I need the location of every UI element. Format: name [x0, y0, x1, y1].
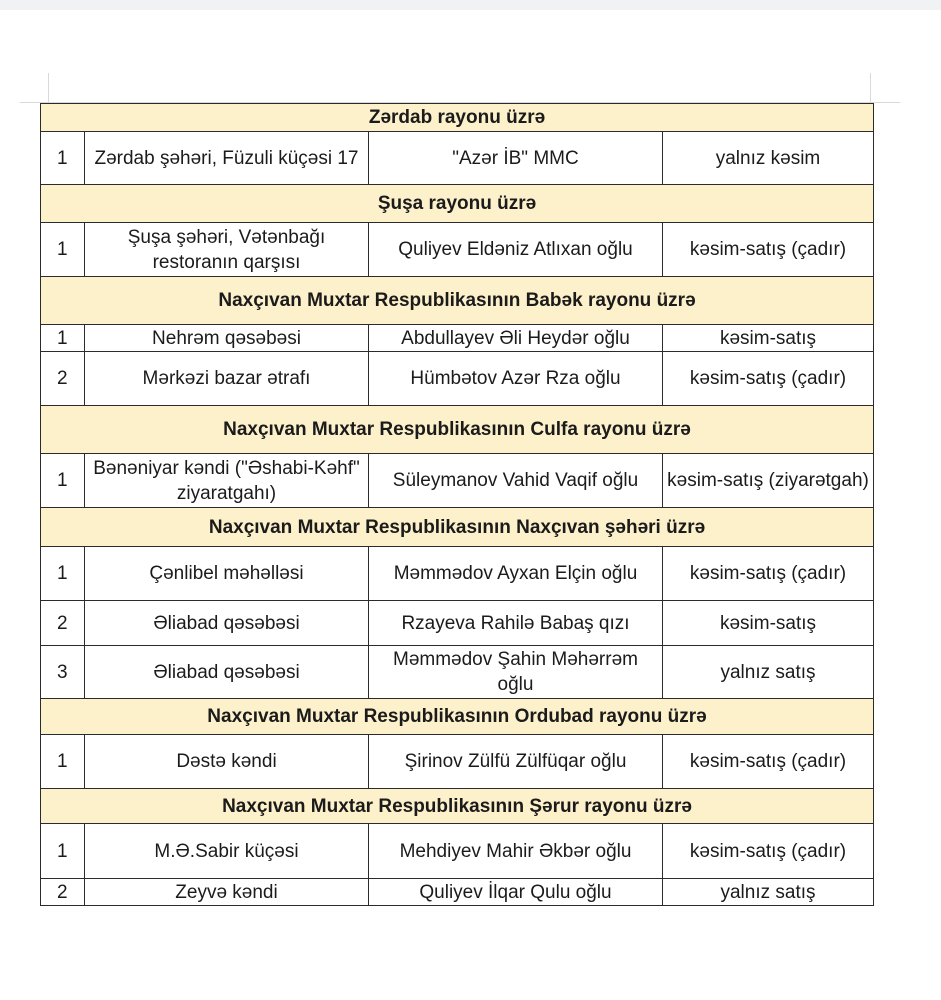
entity-cell: Hümbətov Azər Rza oğlu — [369, 352, 663, 406]
section-title: Şuşa rayonu üzrə — [41, 185, 874, 223]
row-number: 2 — [41, 879, 85, 906]
entity-cell: Abdullayev Əli Heydər oğlu — [369, 325, 663, 352]
entity-cell: Quliyev Eldəniz Atlıxan oğlu — [369, 223, 663, 277]
address-cell: Bənəniyar kəndi ("Əshabi-Kəhf" ziyaratgahı) — [85, 454, 369, 508]
top-bar — [0, 0, 941, 10]
entity-cell: Mehdiyev Mahir Əkbər oğlu — [369, 824, 663, 879]
section-header-row — [41, 104, 874, 132]
address-cell: M.Ə.Sabir küçəsi — [85, 824, 369, 879]
type-cell: kəsim-satış (çadır) — [663, 547, 874, 601]
type-cell: kəsim-satış — [663, 325, 874, 352]
table-row — [41, 325, 874, 352]
section-title: Naxçıvan Muxtar Respublikasının Şərur rayonu üzrə — [41, 789, 874, 824]
entity-cell: Şirinov Zülfü Zülfüqar oğlu — [369, 735, 663, 789]
locations-table — [40, 103, 874, 906]
type-cell: yalnız satış — [663, 879, 874, 906]
row-number: 3 — [41, 646, 85, 699]
address-cell: Mərkəzi bazar ətrafı — [85, 352, 369, 406]
address-cell: Zeyvə kəndi — [85, 879, 369, 906]
row-number: 1 — [41, 132, 85, 185]
entity-cell: Quliyev İlqar Qulu oğlu — [369, 879, 663, 906]
table-row — [41, 454, 874, 508]
type-cell: yalnız satış — [663, 646, 874, 699]
page-margin-guide-left — [48, 73, 49, 103]
entity-cell: Süleymanov Vahid Vaqif oğlu — [369, 454, 663, 508]
row-number: 1 — [41, 735, 85, 789]
page-margin-guide-right — [870, 73, 871, 103]
address-cell: Nehrəm qəsəbəsi — [85, 325, 369, 352]
table-row — [41, 824, 874, 879]
table-row — [41, 735, 874, 789]
section-header-row — [41, 789, 874, 824]
type-cell: kəsim-satış (çadır) — [663, 824, 874, 879]
table-row — [41, 646, 874, 699]
type-cell: kəsim-satış (çadır) — [663, 223, 874, 277]
section-header-row — [41, 406, 874, 454]
table-row — [41, 879, 874, 906]
entity-cell: Məmmədov Şahin Məhərrəm oğlu — [369, 646, 663, 699]
section-header-row — [41, 699, 874, 735]
address-cell: Əliabad qəsəbəsi — [85, 601, 369, 646]
table-row — [41, 132, 874, 185]
table-row — [41, 601, 874, 646]
row-number: 2 — [41, 601, 85, 646]
entity-cell: Rzayeva Rahilə Babaş qızı — [369, 601, 663, 646]
table-row — [41, 352, 874, 406]
type-cell: yalnız kəsim — [663, 132, 874, 185]
section-header-row — [41, 508, 874, 547]
section-title: Zərdab rayonu üzrə — [41, 104, 874, 132]
section-title: Naxçıvan Muxtar Respublikasının Babək rayonu üzrə — [41, 277, 874, 325]
entity-cell: Məmmədov Ayxan Elçin oğlu — [369, 547, 663, 601]
type-cell: kəsim-satış (çadır) — [663, 352, 874, 406]
table-row — [41, 223, 874, 277]
section-title: Naxçıvan Muxtar Respublikasının Naxçıvan şəhəri üzrə — [41, 508, 874, 547]
section-title: Naxçıvan Muxtar Respublikasının Culfa rayonu üzrə — [41, 406, 874, 454]
type-cell: kəsim-satış — [663, 601, 874, 646]
type-cell: kəsim-satış (ziyarətgah) — [663, 454, 874, 508]
type-cell: kəsim-satış (çadır) — [663, 735, 874, 789]
section-title: Naxçıvan Muxtar Respublikasının Ordubad rayonu üzrə — [41, 699, 874, 735]
section-header-row — [41, 277, 874, 325]
row-number: 1 — [41, 223, 85, 277]
address-cell: Dəstə kəndi — [85, 735, 369, 789]
address-cell: Zərdab şəhəri, Füzuli küçəsi 17 — [85, 132, 369, 185]
row-number: 1 — [41, 325, 85, 352]
address-cell: Şuşa şəhəri, Vətənbağı restoranın qarşısı — [85, 223, 369, 277]
row-number: 1 — [41, 824, 85, 879]
row-number: 2 — [41, 352, 85, 406]
section-header-row — [41, 185, 874, 223]
row-number: 1 — [41, 454, 85, 508]
row-number: 1 — [41, 547, 85, 601]
table-row — [41, 547, 874, 601]
address-cell: Əliabad qəsəbəsi — [85, 646, 369, 699]
entity-cell: "Azər İB" MMC — [369, 132, 663, 185]
address-cell: Çənlibel məhəlləsi — [85, 547, 369, 601]
